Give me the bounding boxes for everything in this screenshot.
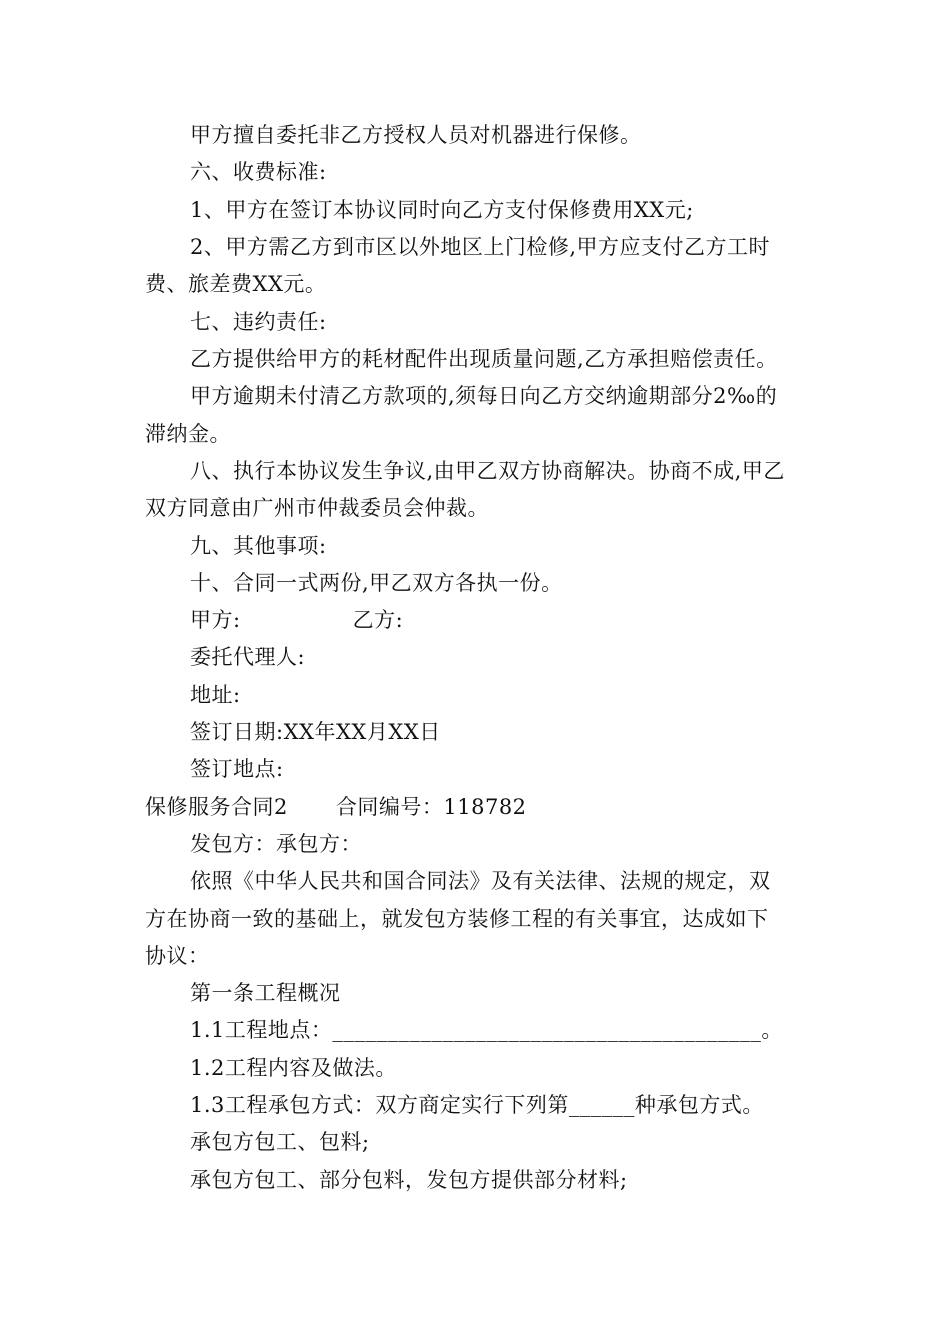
paragraph-line: 十、合同一式两份,甲乙双方各执一份。 xyxy=(190,571,563,595)
paragraph-line: 方在协商一致的基础上，就发包方装修工程的有关事宜，达成如下 xyxy=(145,907,769,931)
parties-line: 发包方：承包方： xyxy=(190,832,362,856)
signing-place: 签订地点: xyxy=(190,757,284,781)
section-heading-fees: 六、收费标准: xyxy=(190,160,327,184)
contract-title: 保修服务合同2 xyxy=(145,795,288,819)
paragraph-line: 费、旅差费XX元。 xyxy=(145,272,327,296)
paragraph-line: 甲方擅自委托非乙方授权人员对机器进行保修。 xyxy=(190,123,642,147)
paragraph-line: 协议： xyxy=(145,944,210,968)
section-heading-other: 九、其他事项: xyxy=(190,534,327,558)
paragraph-line: 甲方逾期未付清乙方款项的,须每日向乙方交纳逾期部分2‰的 xyxy=(190,384,778,408)
contract-heading xyxy=(145,794,815,820)
paragraph-line: 1.2工程内容及做法。 xyxy=(190,1056,397,1080)
paragraph-line: 八、执行本协议发生争议,由甲乙双方协商解决。协商不成,甲乙 xyxy=(190,459,785,483)
party-b-label: 乙方: xyxy=(352,608,404,632)
party-a-label: 甲方: xyxy=(190,608,241,632)
paragraph-line: 2、甲方需乙方到市区以外地区上门检修,甲方应支付乙方工时 xyxy=(190,235,771,259)
paragraph-line: 1.3工程承包方式：双方商定实行下列第______种承包方式。 xyxy=(190,1093,764,1117)
address-label: 地址: xyxy=(190,683,241,707)
article-heading: 第一条工程概况 xyxy=(190,981,341,1005)
paragraph-line: 1.1工程地点：_______________________________________。 xyxy=(190,1018,783,1042)
paragraph-line: 双方同意由广州市仲裁委员会仲裁。 xyxy=(145,496,489,520)
signing-date: 签订日期:XX年XX月XX日 xyxy=(190,720,441,744)
agent-label: 委托代理人: xyxy=(190,645,306,669)
paragraph-line: 承包方包工、部分包料，发包方提供部分材料; xyxy=(190,1168,628,1192)
paragraph-line: 1、甲方在签订本协议同时向乙方支付保修费用XX元; xyxy=(190,198,694,222)
paragraph-line: 滞纳金。 xyxy=(145,422,231,446)
paragraph-line: 承包方包工、包料; xyxy=(190,1130,370,1154)
signature-parties-line xyxy=(190,607,815,633)
section-heading-liability: 七、违约责任: xyxy=(190,310,327,334)
paragraph-line: 乙方提供给甲方的耗材配件出现质量问题,乙方承担赔偿责任。 xyxy=(190,347,778,371)
paragraph-line: 依照《中华人民共和国合同法》及有关法律、法规的规定，双 xyxy=(190,869,771,893)
contract-number: 合同编号：118782 xyxy=(335,795,527,819)
